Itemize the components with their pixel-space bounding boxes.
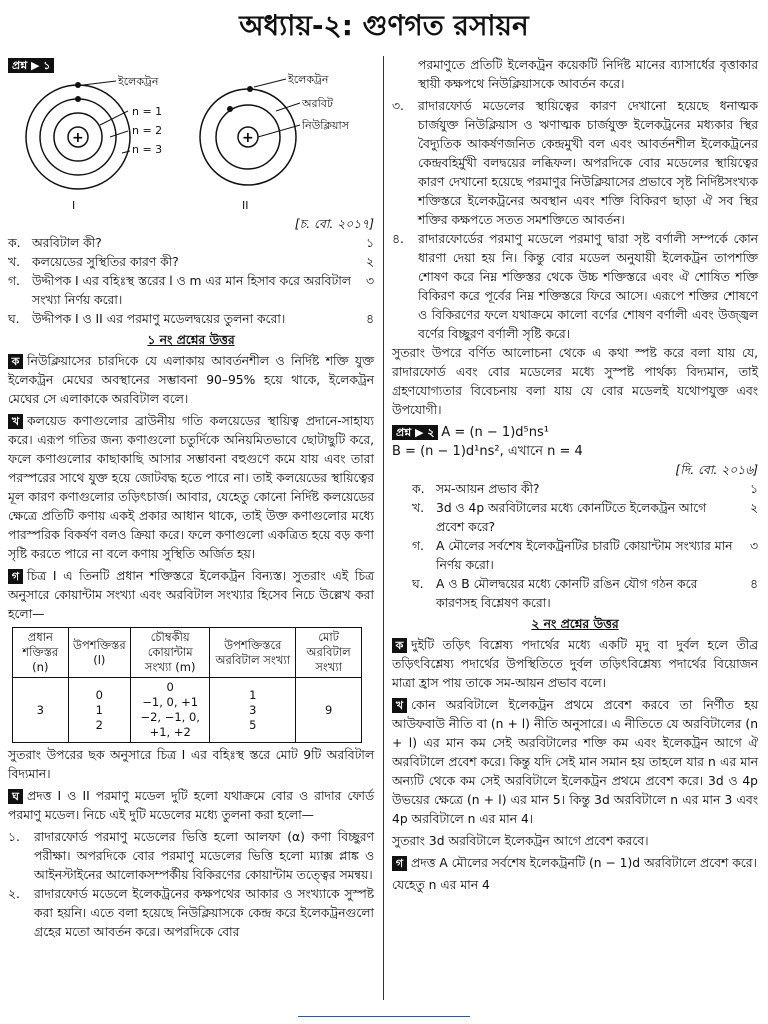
footer-rule [298, 1016, 470, 1017]
question-tag: প্রশ্ন ▶ ২ [392, 425, 438, 440]
table-header: প্রধান শক্তিস্তর (n) [13, 628, 69, 678]
q2-item: ক. সম-আয়ন প্রভাব কী? ১ [412, 482, 758, 496]
comparison-conclusion: সুতরাং উপরে বর্ণিত আলোচনা থেকে এ কথা স্পষ্ট করে বলা যায় যে, রাদারফোর্ড এবং বোর মডেলের মধ্যে সুস্পষ্ট পার্থক্য বিদ্যমান, তাই গ্রহণযোগ্যতার বিবেচনায় বলা যায় যে বোর মডেলই যথোপযুক্ত এবং উপযোগী। [392, 346, 758, 417]
svg-text:+: + [242, 130, 254, 146]
table-header: মোট অরবিটাল সংখ্যা [296, 628, 362, 678]
column-divider [383, 56, 384, 1000]
quantum-number-table [12, 627, 362, 743]
table-row [13, 678, 362, 743]
answer-ka-tag: ক [8, 354, 23, 369]
question-tag: প্রশ্ন ▶ ১ [8, 58, 54, 73]
answer2-ga: গ প্রদত্ত A মৌলের সর্বশেষ ইলেকট্রনটি (n − 1)d অরবিটালে প্রবেশ করে। [392, 854, 758, 873]
svg-text:+: + [72, 130, 84, 146]
q1-item: ঘ. উদ্দীপক I ও II এর পরমাণু মডেলদ্বয়ের তুলনা করো। ৪ [8, 312, 374, 326]
answer-kha: খ কলয়েড কণাগুলোর ব্রাউনীয় গতি কলয়েডের স্থায়িত্ব প্রদানে-সাহায্য করে। এরূপ গতির জন্য কণাগুলো চতুর্দিকে অনিয়মিতভাবে ছোটাছুটি করে, ফলে কণাগুলোর কাছাকাছি আসার সম্ভাবনা বহুগুণে কমে যায় এবং তারা পরস্পরের সাথে যুক্ত হয়ে জোটবদ্ধ হতে পারে না। তাই কলয়েডের স্থায়িত্বের মূল কারণ কণাগুলোর তড়িৎচার্জ। আবার, যেহেতু কোনো নির্দিষ্ট কলয়েডের ক্ষেত্রে প্রতিটি কণায় একই প্রকার আধান থাকে, তাই উক্ত কণাগুলোর মধ্যে পারস্পরিক বিকর্ষণ বলও ক্রিয়া করে। ফলে কণাগুলো একত্রিত হয়ে বড় কণা সৃষ্টি করতে পারে না বলে কণায় সুস্থিতি অর্জিত হয়। [8, 414, 374, 561]
table-header: উপশক্তিস্তরে অরবিটাল সংখ্যা [210, 628, 296, 678]
table-header-row [13, 628, 362, 678]
label-orbit: অরবিট [302, 97, 333, 110]
label-model-1: I [72, 199, 76, 212]
q1-items [8, 234, 374, 329]
q2-formula-a: প্রশ্ন ▶ ২ A = (n − 1)d⁵ns¹ [392, 423, 758, 442]
q2-item: গ. A মৌলের সর্বশেষ ইলেকট্রনটির চারটি কোয়ান্টাম সংখ্যার মান নির্ণয় করো। ৩ [412, 539, 758, 572]
comparison-point: ২. রাদারফোর্ড মডেলে ইলেকট্রনের কক্ষপথের আকার ও সংখ্যাকে সুস্পষ্ট করা হয়নি। এতে বলা হয়েছে নিউক্লিয়াসকে কেন্দ্র করে ইলেকট্রনগুলো গ্রহের মতো আবর্তন করে। অপরদিকে বোর [8, 887, 374, 939]
label-n2: n = 2 [132, 124, 163, 137]
chapter-title: অধ্যায়-২: গুণগত রসায়ন [239, 9, 529, 42]
left-column [8, 56, 374, 942]
label-n1: n = 1 [132, 105, 163, 118]
q1-source: [চ. বো. ২০১৭] [294, 217, 374, 231]
label-electron-2: ইলেকট্রন [288, 73, 329, 86]
answer-heading-1: ১ নং প্রশ্নের উত্তর [147, 333, 235, 347]
q2-formula-b: B = (n − 1)d¹ns², এখানে n = 4 [392, 444, 583, 459]
answer-ga: গ চিত্র I এ তিনটি প্রধান শক্তিস্তরে ইলেকট্রন বিন্যস্ত। সুতরাং এই চিত্র অনুসারে কোয়ান্টাম সংখ্যা এবং অরবিটাল সংখ্যার হিসেব নিচে উল্লেখ করা হলো— [8, 569, 374, 621]
q2-item: ঘ. A ও B মৌলদ্বয়ের মধ্যে কোনটি রঙিন যৌগ গঠন করে কারণসহ বিশ্লেষণ করো। ৪ [412, 577, 758, 610]
label-n3: n = 3 [132, 143, 163, 156]
answer2-ga-continued: যেহেতু n এর মান 4 [392, 878, 490, 892]
answer2-kha: খ কোন অরবিটালে ইলেকট্রন প্রথমে প্রবেশ করবে তা নির্ণীত হয় আউফবাউ নীতি বা (n + l) নীতি অনুসারে। এ নীতিতে যে অরবিটালের (n + l) এর মান কম সেই অরবিটালের শক্তি কম এবং ইলেকট্রন আগে ঐ অরবিটালে প্রবেশ করে। কিন্তু যদি সেই মান সমান হয় তাহলে যার n এর মান অন্যটি থেকে কম সেই অরবিটালে ইলেকট্রন প্রথমে প্রবেশ করে। 3d ও 4p উভয়ের ক্ষেত্রে (n + l) এর মান 5। কিন্তু 3d অরবিটালে n এর মান 3 এবং 4p অরবিটালে n এর মান 4। [392, 698, 758, 826]
comparison-point: ৪. রাদারফোর্ডের পরমাণু মডেলে পরমাণু দ্বারা সৃষ্ট বর্ণালী সম্পর্কে কোন ধারণা দেয়া হয় নি। কিন্তু বোর মডেল অনুযায়ী ইলেকট্রন তাপশক্তি শোষণ করে নিম্ন শক্তিস্তর থেকে উচ্চ শক্তিস্তরে এবং ঐ শোষিত শক্তি বিকিরণ করে পূর্বের নিম্ন শক্তিস্তরে ফিরে আসে। এরূপে শক্তির শোষণে ও বিকিরণের ফলে যথাক্রমে কালো বর্ণের শোষণ বর্ণালী এবং উজ্জ্বল বর্ণের বিচ্ছুরণ বর্ণালী সৃষ্টি করে। [392, 232, 758, 341]
table-cell-m: 0 −1, 0, +1 −2, −1, 0, +1, +2 [131, 678, 210, 743]
continued-text: পরমাণুতে প্রতিটি ইলেকট্রন কয়েকটি নির্দিষ্ট মানের ব্যাসার্ধের বৃত্তাকার স্থায়ী কক্ষপথে নিউক্লিয়াসকে আবর্তন করে। [418, 58, 758, 91]
comparison-point: ৩. রাদারফোর্ড মডেলের স্থায়িত্বের কারণ দেখানো হয়েছে ধনাত্মক চার্জযুক্ত নিউক্লিয়াস ও ঋণাত্মক চার্জযুক্ত ইলেকট্রনের মধ্যকার স্থির বৈদ্যুতিক আকর্ষণজনিত কেন্দ্রমুখী বল এবং আবর্তনশীল ইলেকট্রনের কেন্দ্রবহির্মুখী বলদ্বয়ের লব্ধিফল। অপরদিকে বোর মডেলের স্থায়িত্বের কারণ দেখানো হয়েছে পরমাণুর নিউক্লিয়াসের প্রভাবে সৃষ্ট নির্দিষ্টসংখ্যক শক্তিস্তরে ইলেকট্রনের অবস্থান এবং শক্তি বিকিরণ ছাড়া ঐ সব স্থির শক্তির কক্ষপতে সতত সমশক্তিতে আবর্তন। [392, 99, 758, 227]
comparison-point: ১. রাদারফোর্ড পরমাণু মডেলের ভিত্তি হলো আলফা (α) কণা বিচ্ছুরণ পরীক্ষা। অপরদিকে বোর পরমাণু মডেলের ভিত্তি হলো ম্যাক্স প্লাঙ্ক ও আইনস্টাইনের আলোকসম্পর্কীয় বিকিরণের কোয়ান্টাম তত্ত্বের সমন্বয়। [8, 830, 374, 882]
q1-item: ক. অরবিটাল কী? ১ [8, 236, 374, 250]
right-column [392, 56, 758, 898]
bohr-model-drawing [26, 81, 130, 189]
answer-ka: ক নিউক্লিয়াসের চারদিকে যে এলাকায় আবর্তনশীল ও নির্দিষ্ট শক্তি যুক্ত ইলেকট্রন মেঘের অবস্থানের সম্ভাবনা 90–95% হয়ে থাকে, ইলেকট্রন মেঘের সে এলাকাকে অরবিটাল বলে। [8, 354, 374, 406]
answer-ga-conclusion: সুতরাং উপরের ছক অনুসারে চিত্র I এর বহিঃস্থ স্তরে মোট 9টি অরবিটাল বিদ্যমান। [8, 748, 374, 781]
table-header: চৌম্বকীয় কোয়ান্টাম সংখ্যা (m) [131, 628, 210, 678]
atom-models-figure [8, 75, 374, 215]
table-cell-orbitals: 1 3 5 [210, 678, 296, 743]
answer2-kha-tag: খ [392, 698, 407, 713]
q2-item: খ. 3d ও 4p অরবিটালের মধ্যে কোনটিতে ইলেকট্রন আগে প্রবেশ করে? ২ [412, 501, 758, 534]
q1-item: গ. উদ্দীপক I এর বহিঃস্থ স্তরের l ও m এর মান হিসাব করে অরবিটাল সংখ্যা নির্ণয় করো। ৩ [8, 274, 374, 307]
answer2-ka: ক দুইটি তড়িৎ বিশ্লেষ্য পদার্থের মধ্যে একটি মৃদু বা দুর্বল হলে তীব্র তড়িৎবিশ্লেষ্য পদার্থের উপস্থিতিতে দুর্বল তড়িৎবিশ্লেষ্য পদার্থের বিয়োজন মাত্রা হ্রাস পায় তাকে সম-আয়ন প্রভাব বলে। [392, 638, 758, 690]
table-cell-total: 9 [296, 678, 362, 743]
label-nucleus: নিউক্লিয়াস [302, 119, 349, 132]
q1-item: খ. কলয়েডের সুস্থিতির কারণ কী? ২ [8, 255, 374, 269]
answer2-ga-tag: গ [392, 856, 407, 871]
answer2-kha-conclusion: সুতরাং 3d অরবিটালে ইলেকট্রন আগে প্রবেশ করবে। [392, 834, 649, 848]
answer-kha-tag: খ [8, 414, 23, 429]
table-cell-l: 0 1 2 [68, 678, 130, 743]
answer-ga-tag: গ [8, 569, 23, 584]
table-cell-n: 3 [13, 678, 69, 743]
answer2-ka-tag: ক [392, 638, 407, 653]
q2-items [392, 480, 758, 613]
label-electron-1: ইলেকট্রন [118, 75, 159, 88]
atom-diagram [8, 75, 374, 215]
answer-heading-2: ২ নং প্রশ্নের উত্তর [531, 617, 619, 631]
answer-gha: ঘ প্রদত্ত I ও II পরমাণু মডেল দুটি হলো যথাক্রমে বোর ও রাদার ফোর্ড পরমাণু মডেল। নিচে এই দুটি মডেলের মধ্যে তুলনা করা হলো— [8, 789, 374, 822]
answer-gha-tag: ঘ [8, 789, 23, 804]
q2-source: [দি. বো. ২০১৬] [675, 463, 758, 477]
label-model-2: II [242, 199, 249, 212]
rutherford-model-drawing [200, 79, 300, 185]
table-header: উপশক্তিস্তর (l) [68, 628, 130, 678]
